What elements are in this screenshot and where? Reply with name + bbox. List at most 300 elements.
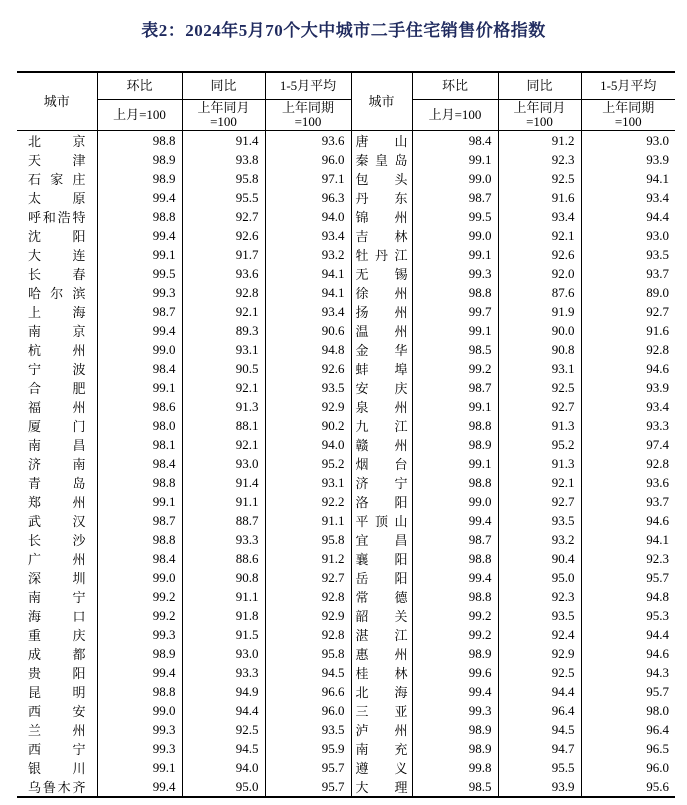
yoy-index-cell: 92.5 (498, 378, 581, 397)
city-name-cell: 徐州 (351, 283, 412, 302)
yoy-index-cell: 92.1 (498, 226, 581, 245)
city-name-cell: 沈阳 (28, 229, 86, 244)
mom-index-cell: 99.2 (97, 606, 182, 625)
yoy-index-cell: 91.6 (498, 188, 581, 207)
city-name-cell: 惠州 (351, 644, 412, 663)
mom-index-cell: 99.2 (412, 625, 498, 644)
yoy-index-cell: 92.7 (498, 397, 581, 416)
city-name-cell: 天津 (28, 153, 86, 168)
mom-index-cell: 98.7 (412, 188, 498, 207)
city-name-cell: 桂林 (351, 663, 412, 682)
mom-index-cell: 98.8 (412, 549, 498, 568)
mom-index-cell: 98.4 (412, 131, 498, 151)
mom-index-cell: 99.0 (412, 169, 498, 188)
yoy-index-cell: 92.4 (498, 625, 581, 644)
mom-index-cell: 99.4 (412, 682, 498, 701)
city-name-cell: 常德 (351, 587, 412, 606)
avg-index-cell: 97.4 (581, 435, 675, 454)
header-avg-right: 1-5月平均 (581, 72, 675, 100)
header-yoy-right: 同比 (498, 72, 581, 100)
mom-index-cell: 99.0 (97, 568, 182, 587)
avg-index-cell: 94.4 (581, 207, 675, 226)
avg-index-cell: 92.7 (581, 302, 675, 321)
city-name-cell: 北京 (28, 134, 86, 149)
mom-index-cell: 99.0 (412, 226, 498, 245)
avg-index-cell: 94.1 (581, 530, 675, 549)
mom-index-cell: 99.4 (97, 663, 182, 682)
yoy-index-cell: 95.0 (182, 777, 265, 797)
yoy-index-cell: 95.5 (498, 758, 581, 777)
avg-index-cell: 97.1 (265, 169, 351, 188)
table-row (17, 739, 675, 758)
city-name-cell: 宜昌 (351, 530, 412, 549)
yoy-index-cell: 92.1 (182, 378, 265, 397)
header-row-bases (17, 100, 675, 131)
table-row (17, 682, 675, 701)
city-name-cell: 丹东 (351, 188, 412, 207)
city-name-cell: 武汉 (28, 514, 86, 529)
avg-index-cell: 91.1 (265, 511, 351, 530)
city-name-cell: 长春 (28, 267, 86, 282)
yoy-index-cell: 91.4 (182, 473, 265, 492)
avg-index-cell: 92.8 (581, 340, 675, 359)
city-name-cell: 北海 (351, 682, 412, 701)
mom-index-cell: 98.8 (97, 131, 182, 151)
yoy-index-cell: 91.1 (182, 587, 265, 606)
table-row (17, 473, 675, 492)
mom-index-cell: 98.6 (97, 397, 182, 416)
mom-index-cell: 98.9 (97, 169, 182, 188)
table-row (17, 625, 675, 644)
mom-index-cell: 99.1 (412, 397, 498, 416)
mom-index-cell: 98.8 (412, 473, 498, 492)
yoy-index-cell: 92.5 (182, 720, 265, 739)
yoy-index-cell: 92.1 (182, 435, 265, 454)
yoy-index-cell: 92.5 (498, 663, 581, 682)
mom-index-cell: 99.4 (97, 226, 182, 245)
avg-index-cell: 94.6 (581, 359, 675, 378)
yoy-index-cell: 93.0 (182, 454, 265, 473)
yoy-index-cell: 95.8 (182, 169, 265, 188)
yoy-index-cell: 94.9 (182, 682, 265, 701)
table-row (17, 378, 675, 397)
city-name-cell: 南宁 (28, 590, 86, 605)
city-name-cell: 哈尔滨 (28, 286, 86, 301)
avg-index-cell: 94.0 (265, 207, 351, 226)
avg-index-cell: 93.4 (581, 188, 675, 207)
mom-index-cell: 98.7 (97, 302, 182, 321)
avg-index-cell: 92.7 (265, 568, 351, 587)
mom-index-cell: 99.3 (97, 720, 182, 739)
mom-index-cell: 98.4 (97, 549, 182, 568)
avg-index-cell: 96.5 (581, 739, 675, 758)
avg-index-cell: 93.4 (265, 226, 351, 245)
header-yoy-base-line2: =100 (526, 114, 553, 129)
yoy-index-cell: 95.0 (498, 568, 581, 587)
mom-index-cell: 99.8 (412, 758, 498, 777)
table-row (17, 720, 675, 739)
header-mom-base-left: 上月=100 (97, 100, 182, 131)
city-name-cell: 杭州 (28, 343, 86, 358)
yoy-index-cell: 93.3 (182, 663, 265, 682)
city-name-cell: 重庆 (28, 628, 86, 643)
city-name-cell: 湛江 (351, 625, 412, 644)
yoy-index-cell: 87.6 (498, 283, 581, 302)
city-name-cell: 石家庄 (28, 172, 86, 187)
yoy-index-cell: 91.3 (498, 416, 581, 435)
table-row (17, 302, 675, 321)
avg-index-cell: 93.9 (581, 378, 675, 397)
table-row (17, 264, 675, 283)
city-name-cell: 贵阳 (28, 666, 86, 681)
header-avg-base-right (581, 100, 675, 131)
yoy-index-cell: 92.1 (498, 473, 581, 492)
avg-index-cell: 98.0 (581, 701, 675, 720)
header-mom-left: 环比 (97, 72, 182, 100)
avg-index-cell: 95.7 (265, 758, 351, 777)
mom-index-cell: 98.8 (97, 530, 182, 549)
mom-index-cell: 99.1 (412, 454, 498, 473)
avg-index-cell: 93.5 (265, 720, 351, 739)
yoy-index-cell: 92.8 (182, 283, 265, 302)
avg-index-cell: 93.6 (581, 473, 675, 492)
yoy-index-cell: 92.1 (182, 302, 265, 321)
mom-index-cell: 98.9 (412, 739, 498, 758)
yoy-index-cell: 88.6 (182, 549, 265, 568)
city-name-cell: 西宁 (28, 742, 86, 757)
avg-index-cell: 93.7 (581, 264, 675, 283)
yoy-index-cell: 95.2 (498, 435, 581, 454)
city-name-cell: 兰州 (28, 723, 86, 738)
yoy-index-cell: 90.8 (498, 340, 581, 359)
avg-index-cell: 91.2 (265, 549, 351, 568)
yoy-index-cell: 91.2 (498, 131, 581, 151)
avg-index-cell: 94.6 (581, 644, 675, 663)
yoy-index-cell: 93.1 (182, 340, 265, 359)
mom-index-cell: 99.1 (97, 378, 182, 397)
yoy-index-cell: 89.3 (182, 321, 265, 340)
table-row (17, 454, 675, 473)
mom-index-cell: 98.8 (97, 207, 182, 226)
avg-index-cell: 95.7 (265, 777, 351, 797)
yoy-index-cell: 95.5 (182, 188, 265, 207)
yoy-index-cell: 93.5 (498, 511, 581, 530)
city-name-cell: 宁波 (28, 362, 86, 377)
avg-index-cell: 94.1 (581, 169, 675, 188)
header-avg-base-left (265, 100, 351, 131)
yoy-index-cell: 92.5 (498, 169, 581, 188)
city-name-cell: 西安 (28, 704, 86, 719)
yoy-index-cell: 91.1 (182, 492, 265, 511)
yoy-index-cell: 93.6 (182, 264, 265, 283)
avg-index-cell: 94.3 (581, 663, 675, 682)
avg-index-cell: 94.0 (265, 435, 351, 454)
avg-index-cell: 95.6 (581, 777, 675, 797)
yoy-index-cell: 96.4 (498, 701, 581, 720)
yoy-index-cell: 91.3 (182, 397, 265, 416)
yoy-index-cell: 94.4 (182, 701, 265, 720)
city-name-cell: 呼和浩特 (28, 210, 86, 225)
avg-index-cell: 96.0 (581, 758, 675, 777)
city-name-cell: 郑州 (28, 495, 86, 510)
city-name-cell: 济南 (28, 457, 86, 472)
city-name-cell: 无锡 (351, 264, 412, 283)
header-yoy-base-line2: =100 (210, 114, 237, 129)
avg-index-cell: 90.2 (265, 416, 351, 435)
table-row (17, 644, 675, 663)
city-name-cell: 合肥 (28, 381, 86, 396)
table-body (17, 131, 675, 798)
table-row (17, 435, 675, 454)
mom-index-cell: 99.2 (97, 587, 182, 606)
yoy-index-cell: 91.5 (182, 625, 265, 644)
header-city-left: 城市 (17, 72, 97, 131)
avg-index-cell: 96.0 (265, 701, 351, 720)
mom-index-cell: 99.1 (412, 321, 498, 340)
header-yoy-base-right (498, 100, 581, 131)
avg-index-cell: 96.0 (265, 150, 351, 169)
mom-index-cell: 99.1 (97, 758, 182, 777)
table-row (17, 777, 675, 797)
table-row (17, 207, 675, 226)
avg-index-cell: 93.6 (265, 131, 351, 151)
mom-index-cell: 98.9 (412, 644, 498, 663)
mom-index-cell: 98.0 (97, 416, 182, 435)
city-name-cell: 锦州 (351, 207, 412, 226)
avg-index-cell: 92.9 (265, 606, 351, 625)
mom-index-cell: 99.1 (97, 245, 182, 264)
city-name-cell: 秦皇岛 (351, 150, 412, 169)
mom-index-cell: 98.7 (97, 511, 182, 530)
city-name-cell: 韶关 (351, 606, 412, 625)
yoy-index-cell: 91.3 (498, 454, 581, 473)
mom-index-cell: 99.3 (412, 264, 498, 283)
avg-index-cell: 96.4 (581, 720, 675, 739)
yoy-index-cell: 91.7 (182, 245, 265, 264)
avg-index-cell: 94.8 (265, 340, 351, 359)
header-avg-base-line2: =100 (294, 114, 322, 129)
avg-index-cell: 93.0 (581, 131, 675, 151)
yoy-index-cell: 92.6 (498, 245, 581, 264)
table-row (17, 701, 675, 720)
city-name-cell: 厦门 (28, 419, 86, 434)
avg-index-cell: 96.6 (265, 682, 351, 701)
city-name-cell: 大连 (28, 248, 86, 263)
yoy-index-cell: 93.2 (498, 530, 581, 549)
table-row (17, 359, 675, 378)
header-mom-right: 环比 (412, 72, 498, 100)
avg-index-cell: 93.0 (581, 226, 675, 245)
yoy-index-cell: 94.0 (182, 758, 265, 777)
table-row (17, 511, 675, 530)
yoy-index-cell: 93.9 (498, 777, 581, 797)
yoy-index-cell: 94.4 (498, 682, 581, 701)
mom-index-cell: 99.4 (97, 188, 182, 207)
city-name-cell: 三亚 (351, 701, 412, 720)
mom-index-cell: 98.5 (412, 777, 498, 797)
table-row (17, 131, 675, 151)
avg-index-cell: 94.1 (265, 283, 351, 302)
city-name-cell: 遵义 (351, 758, 412, 777)
mom-index-cell: 99.0 (97, 701, 182, 720)
yoy-index-cell: 92.6 (182, 226, 265, 245)
header-city-right: 城市 (351, 72, 412, 131)
city-name-cell: 深圳 (28, 571, 86, 586)
city-name-cell: 平顶山 (351, 511, 412, 530)
mom-index-cell: 99.2 (412, 606, 498, 625)
city-name-cell: 烟台 (351, 454, 412, 473)
yoy-index-cell: 93.8 (182, 150, 265, 169)
mom-index-cell: 99.3 (97, 283, 182, 302)
table-row (17, 188, 675, 207)
mom-index-cell: 98.4 (97, 359, 182, 378)
yoy-index-cell: 93.1 (498, 359, 581, 378)
avg-index-cell: 89.0 (581, 283, 675, 302)
yoy-index-cell: 92.7 (182, 207, 265, 226)
yoy-index-cell: 94.5 (182, 739, 265, 758)
mom-index-cell: 98.9 (97, 150, 182, 169)
mom-index-cell: 98.7 (412, 530, 498, 549)
table-row (17, 530, 675, 549)
report-page (0, 16, 687, 798)
avg-index-cell: 92.6 (265, 359, 351, 378)
yoy-index-cell: 92.7 (498, 492, 581, 511)
avg-index-cell: 93.5 (265, 378, 351, 397)
avg-index-cell: 93.9 (581, 150, 675, 169)
yoy-index-cell: 92.0 (498, 264, 581, 283)
avg-index-cell: 94.5 (265, 663, 351, 682)
yoy-index-cell: 91.8 (182, 606, 265, 625)
table-row (17, 226, 675, 245)
avg-index-cell: 95.9 (265, 739, 351, 758)
table-row (17, 492, 675, 511)
header-avg-base-line1: 上年同期 (281, 100, 334, 115)
header-avg-left: 1-5月平均 (265, 72, 351, 100)
header-yoy-base-left (182, 100, 265, 131)
mom-index-cell: 99.3 (97, 625, 182, 644)
table-header (17, 72, 675, 131)
avg-index-cell: 95.2 (265, 454, 351, 473)
city-name-cell: 岳阳 (351, 568, 412, 587)
avg-index-cell: 90.6 (265, 321, 351, 340)
mom-index-cell: 99.0 (412, 492, 498, 511)
mom-index-cell: 99.0 (97, 340, 182, 359)
mom-index-cell: 99.4 (412, 568, 498, 587)
city-name-cell: 青岛 (28, 476, 86, 491)
table-row (17, 321, 675, 340)
avg-index-cell: 93.2 (265, 245, 351, 264)
avg-index-cell: 93.1 (265, 473, 351, 492)
city-name-cell: 洛阳 (351, 492, 412, 511)
avg-index-cell: 92.2 (265, 492, 351, 511)
table-row (17, 169, 675, 188)
yoy-index-cell: 92.9 (498, 644, 581, 663)
mom-index-cell: 98.9 (97, 644, 182, 663)
yoy-index-cell: 90.8 (182, 568, 265, 587)
city-name-cell: 南昌 (28, 438, 86, 453)
yoy-index-cell: 91.9 (498, 302, 581, 321)
city-name-cell: 吉林 (351, 226, 412, 245)
avg-index-cell: 93.4 (581, 397, 675, 416)
yoy-index-cell: 92.3 (498, 150, 581, 169)
mom-index-cell: 99.4 (97, 321, 182, 340)
header-yoy-left: 同比 (182, 72, 265, 100)
table-row (17, 416, 675, 435)
avg-index-cell: 95.8 (265, 644, 351, 663)
yoy-index-cell: 94.7 (498, 739, 581, 758)
city-name-cell: 温州 (351, 321, 412, 340)
mom-index-cell: 98.7 (412, 378, 498, 397)
avg-index-cell: 94.4 (581, 625, 675, 644)
table-row (17, 397, 675, 416)
city-name-cell: 南充 (351, 739, 412, 758)
city-name-cell: 昆明 (28, 685, 86, 700)
header-row-labels (17, 72, 675, 100)
table-row (17, 549, 675, 568)
mom-index-cell: 99.1 (412, 245, 498, 264)
avg-index-cell: 92.8 (265, 625, 351, 644)
header-yoy-base-line1: 上年同月 (513, 100, 566, 115)
avg-index-cell: 96.3 (265, 188, 351, 207)
city-name-cell: 九江 (351, 416, 412, 435)
mom-index-cell: 98.8 (412, 283, 498, 302)
city-name-cell: 银川 (28, 761, 86, 776)
mom-index-cell: 99.3 (412, 701, 498, 720)
mom-index-cell: 98.8 (97, 473, 182, 492)
city-name-cell: 广州 (28, 552, 86, 567)
city-name-cell: 乌鲁木齐 (28, 780, 86, 795)
yoy-index-cell: 90.4 (498, 549, 581, 568)
avg-index-cell: 92.8 (265, 587, 351, 606)
mom-index-cell: 99.7 (412, 302, 498, 321)
city-name-cell: 金华 (351, 340, 412, 359)
header-mom-base-right: 上月=100 (412, 100, 498, 131)
mom-index-cell: 98.5 (412, 340, 498, 359)
city-name-cell: 赣州 (351, 435, 412, 454)
mom-index-cell: 99.6 (412, 663, 498, 682)
yoy-index-cell: 94.5 (498, 720, 581, 739)
header-avg-base-line2: =100 (614, 114, 642, 129)
yoy-index-cell: 93.5 (498, 606, 581, 625)
yoy-index-cell: 93.0 (182, 644, 265, 663)
table-row (17, 663, 675, 682)
city-name-cell: 襄阳 (351, 549, 412, 568)
city-name-cell: 泉州 (351, 397, 412, 416)
table-row (17, 283, 675, 302)
table-row (17, 150, 675, 169)
mom-index-cell: 98.8 (412, 587, 498, 606)
mom-index-cell: 98.9 (412, 435, 498, 454)
mom-index-cell: 99.1 (97, 492, 182, 511)
city-name-cell: 南京 (28, 324, 86, 339)
avg-index-cell: 92.9 (265, 397, 351, 416)
header-avg-base-line1: 上年同期 (602, 100, 655, 115)
mom-index-cell: 98.1 (97, 435, 182, 454)
table-row (17, 606, 675, 625)
mom-index-cell: 98.9 (412, 720, 498, 739)
avg-index-cell: 95.7 (581, 682, 675, 701)
mom-index-cell: 99.3 (97, 739, 182, 758)
city-name-cell: 大理 (351, 777, 412, 797)
table-row (17, 587, 675, 606)
mom-index-cell: 98.4 (97, 454, 182, 473)
yoy-index-cell: 90.5 (182, 359, 265, 378)
yoy-index-cell: 88.7 (182, 511, 265, 530)
table-row (17, 245, 675, 264)
city-name-cell: 扬州 (351, 302, 412, 321)
yoy-index-cell: 91.4 (182, 131, 265, 151)
city-name-cell: 牡丹江 (351, 245, 412, 264)
